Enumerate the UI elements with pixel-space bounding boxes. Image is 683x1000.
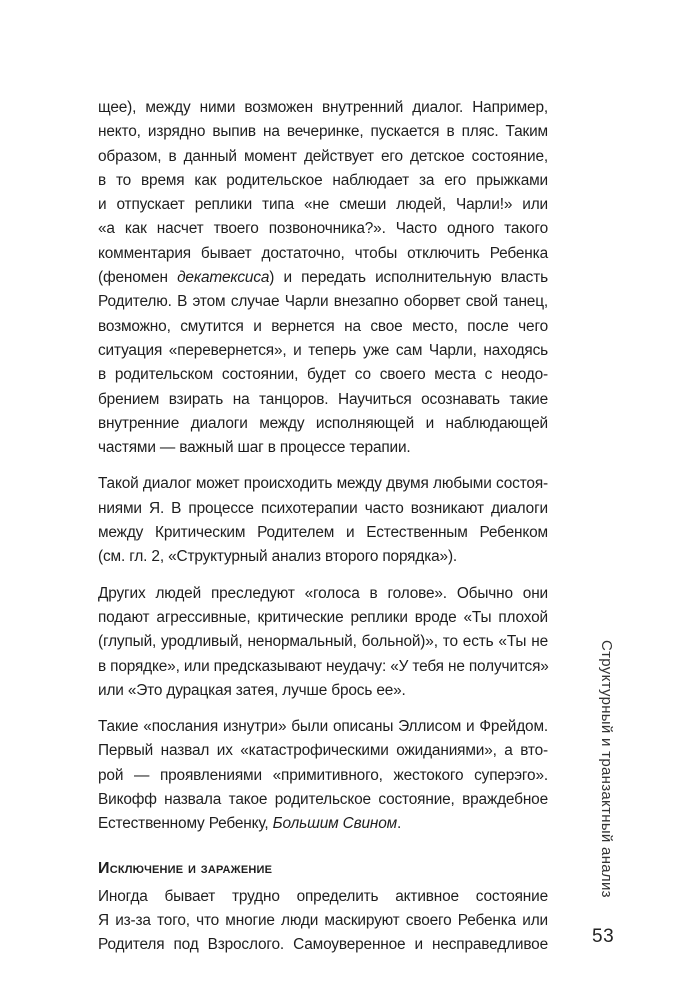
text-line: ниями Я. В процессе психотерапии часто возникают диалоги bbox=[98, 499, 548, 517]
text-line: «а как насчет твоего позвоночника?». Часто одного такого bbox=[98, 220, 548, 238]
text-line: рой — проявлениями «примитивного, жестокого суперэго». bbox=[98, 766, 548, 784]
running-head-text: Структурный и транзактный анализ bbox=[598, 640, 615, 898]
text-line-with-italic bbox=[98, 266, 548, 290]
text-line: в то время как родительское наблюдает за его прыжками bbox=[98, 171, 548, 189]
italic-term: декатексиса bbox=[177, 269, 270, 287]
text-line: Других людей преследуют «голоса в голове». Обычно они bbox=[98, 584, 548, 602]
text-line: образом, в данный момент действует его детское состояние, bbox=[98, 147, 548, 165]
text-line: Я из-за того, что многие люди маскируют своего Ребенка или bbox=[98, 911, 548, 929]
text-fragment: (феномен bbox=[98, 269, 178, 287]
paragraph-internal-dialogue bbox=[98, 96, 548, 460]
text-line: Первый назвал их «катастрофическими ожиданиями», а вто- bbox=[98, 742, 548, 760]
paragraph-dialogue-states bbox=[98, 472, 548, 569]
text-line: между Критическим Родителем и Естественным Ребенком bbox=[98, 524, 548, 542]
text-line: комментария бывает достаточно, чтобы отключить Ребенка bbox=[98, 244, 548, 262]
text-line: возможно, смутится и вернется на свое место, после чего bbox=[98, 317, 548, 335]
text-line: (глупый, уродливый, ненормальный, больной)», то есть «Ты не bbox=[98, 633, 548, 651]
text-line: ситуация «перевернется», и теперь уже сам Чарли, находясь bbox=[98, 341, 548, 359]
text-line: в порядке», или предсказывают неудачу: «У тебя не получится» bbox=[98, 657, 549, 675]
text-line: или «Это дурацкая затея, лучше брось ее». bbox=[98, 681, 406, 699]
page-number: 53 bbox=[592, 926, 615, 947]
paragraph-inner-messages bbox=[98, 715, 548, 836]
text-line: в родительском состоянии, будет со своего места с неодо- bbox=[98, 366, 548, 384]
text-fragment: . bbox=[397, 815, 402, 833]
text-line: Викофф назвала такое родительское состояние, враждебное bbox=[98, 791, 548, 809]
text-line: подают агрессивные, критические реплики вроде «Ты плохой bbox=[98, 608, 548, 626]
text-line: внутренние диалоги между исполняющей и наблюдающей bbox=[98, 414, 548, 432]
text-line: брением взирать на танцоров. Научиться осознавать такие bbox=[98, 390, 548, 408]
text-fragment: ) и передать исполнительную власть bbox=[269, 269, 548, 287]
text-line: щее), между ними возможен внутренний диалог. Например, bbox=[98, 99, 548, 116]
text-line: Такие «послания изнутри» были описаны Эллисом и Фрейдом. bbox=[98, 718, 548, 736]
text-line-with-italic bbox=[98, 812, 548, 836]
paragraph-voices-in-head bbox=[98, 582, 548, 703]
text-fragment: Естественному Ребенку, bbox=[98, 815, 273, 833]
text-line: Иногда бывает трудно определить активное состояние bbox=[98, 887, 548, 905]
text-line: и отпускает реплики типа «не смеши людей, Чарли!» или bbox=[98, 196, 548, 214]
running-head bbox=[593, 640, 615, 900]
text-line: (см. гл. 2, «Структурный анализ второго порядка»). bbox=[98, 548, 458, 566]
page-body bbox=[98, 96, 548, 958]
italic-term: Большим Свином bbox=[272, 815, 398, 833]
text-line: частями — важный шаг в процессе терапии. bbox=[98, 439, 411, 457]
text-line: Родителю. В этом случае Чарли внезапно оборвет свой танец, bbox=[98, 293, 548, 311]
paragraph-exclusion bbox=[98, 885, 548, 958]
text-line: Такой диалог может происходить между двумя любыми состоя- bbox=[98, 475, 548, 493]
section-heading: Исключение и заражение bbox=[98, 859, 273, 877]
text-line: некто, изрядно выпив на вечеринке, пускается в пляс. Таким bbox=[98, 123, 548, 141]
text-line: Родителя под Взрослого. Самоуверенное и несправедливое bbox=[98, 936, 548, 954]
